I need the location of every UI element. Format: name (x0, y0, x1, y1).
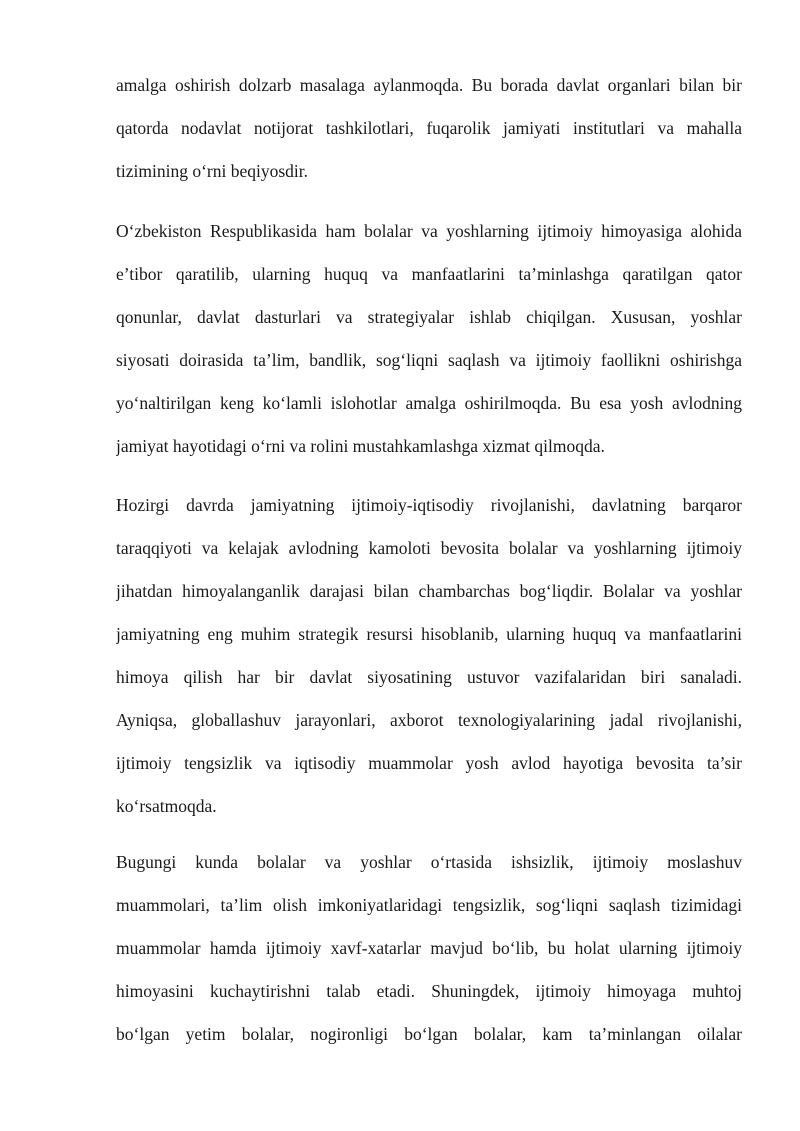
text-line: siyosati doirasida ta’lim, bandlik, sog‘liqni saqlash va ijtimoiy faollikni oshirishga (116, 350, 742, 370)
text-line: jamiyatning eng muhim strategik resursi hisoblanib, ularning huquq va manfaatlarini (116, 624, 742, 644)
text-line: Hozirgi davrda jamiyatning ijtimoiy-iqtisodiy rivojlanishi, davlatning barqaror (116, 495, 742, 515)
paragraph-2 (116, 210, 742, 468)
text-line: muammolari, ta’lim olish imkoniyatlaridagi tengsizlik, sog‘liqni saqlash tizimidagi (116, 895, 742, 915)
text-line: O‘zbekiston Respublikasida ham bolalar va yoshlarning ijtimoiy himoyasiga alohida (116, 221, 742, 241)
paragraph-1 (116, 64, 742, 193)
text-line: amalga oshirish dolzarb masalaga aylanmoqda. Bu borada davlat organlari bilan bir (116, 75, 742, 95)
text-line: tizimining o‘rni beqiyosdir. (116, 161, 308, 181)
text-line: ijtimoiy tengsizlik va iqtisodiy muammolar yosh avlod hayotiga bevosita ta’sir (116, 753, 742, 773)
text-line: ko‘rsatmoqda. (116, 796, 217, 816)
text-line: qatorda nodavlat notijorat tashkilotlari, fuqarolik jamiyati institutlari va mahalla (116, 118, 742, 138)
text-line: taraqqiyoti va kelajak avlodning kamoloti bevosita bolalar va yoshlarning ijtimoiy (116, 538, 742, 558)
text-line: jihatdan himoyalanganlik darajasi bilan chambarchas bog‘liqdir. Bolalar va yoshlar (116, 581, 742, 601)
text-line: e’tibor qaratilib, ularning huquq va manfaatlarini ta’minlashga qaratilgan qator (116, 264, 742, 284)
text-line: muammolar hamda ijtimoiy xavf-xatarlar mavjud bo‘lib, bu holat ularning ijtimoiy (116, 938, 742, 958)
text-line: qonunlar, davlat dasturlari va strategiyalar ishlab chiqilgan. Xususan, yoshlar (116, 307, 742, 327)
text-line: yo‘naltirilgan keng ko‘lamli islohotlar amalga oshirilmoqda. Bu esa yosh avlodning (116, 393, 742, 413)
paragraph-4 (116, 841, 742, 1056)
text-line: jamiyat hayotidagi o‘rni va rolini mustahkamlashga xizmat qilmoqda. (116, 436, 605, 456)
text-line: bo‘lgan yetim bolalar, nogironligi bo‘lgan bolalar, kam ta’minlangan oilalar (116, 1024, 742, 1044)
text-line: Bugungi kunda bolalar va yoshlar o‘rtasida ishsizlik, ijtimoiy moslashuv (116, 852, 742, 872)
paragraph-3 (116, 484, 742, 828)
text-line: himoyasini kuchaytirishni talab etadi. Shuningdek, ijtimoiy himoyaga muhtoj (116, 981, 742, 1001)
text-line: himoya qilish har bir davlat siyosatining ustuvor vazifalaridan biri sanaladi. (116, 667, 742, 687)
text-line: Ayniqsa, globallashuv jarayonlari, axborot texnologiyalarining jadal rivojlanishi, (116, 710, 742, 730)
